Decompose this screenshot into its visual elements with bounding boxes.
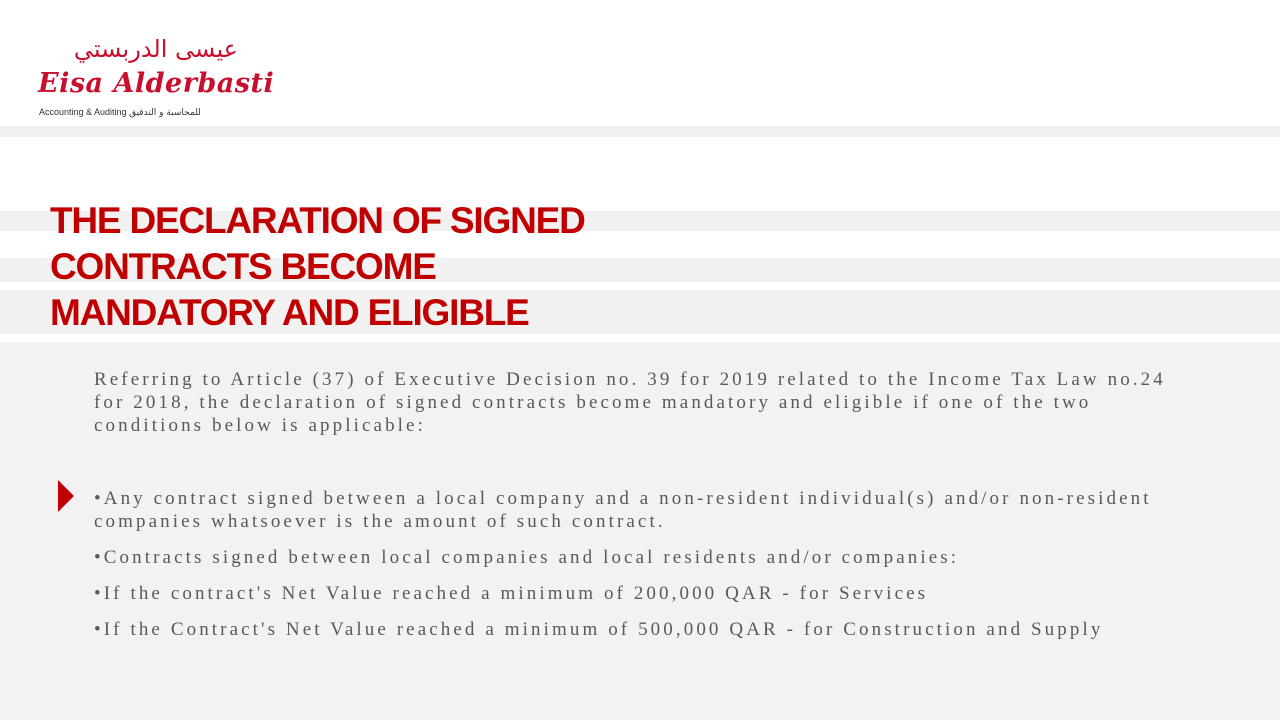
logo-arabic-name: عيسى الدربستي [73, 35, 238, 63]
logo-tagline [39, 106, 201, 119]
title-line: MANDATORY AND ELIGIBLE [50, 292, 529, 333]
company-logo [38, 34, 275, 122]
list-item: •Contracts signed between local companies and local residents and/or companies: [94, 547, 960, 568]
decorative-stripe [0, 126, 1280, 137]
intro-paragraph: Referring to Article (37) of Executive Decision no. 39 for 2019 related to the Income Tax Law no.24 for 2018, the declaration of signed contracts become mandatory and eligible if one of the two conditions below is applicable: [94, 369, 1166, 436]
slide-title [50, 198, 750, 336]
title-line: THE DECLARATION OF SIGNED [50, 200, 585, 241]
logo-latin-name: Eisa Alderbasti [38, 68, 275, 99]
list-item: •Any contract signed between a local company and a non-resident individual(s) and/or non-resident companies whatsoever is the amount of such contract. [94, 488, 1152, 532]
logo-tagline-ar: للمحاسبة و التدقيق [129, 108, 201, 118]
right-triangle-icon [58, 480, 74, 512]
title-line: CONTRACTS BECOME [50, 246, 436, 287]
conditions-list [94, 487, 1204, 654]
logo-tagline-en: Accounting & Auditing [39, 107, 127, 117]
list-item: •If the contract's Net Value reached a minimum of 200,000 QAR - for Services [94, 583, 929, 604]
list-item: •If the Contract's Net Value reached a minimum of 500,000 QAR - for Construction and Supply [94, 619, 1104, 640]
